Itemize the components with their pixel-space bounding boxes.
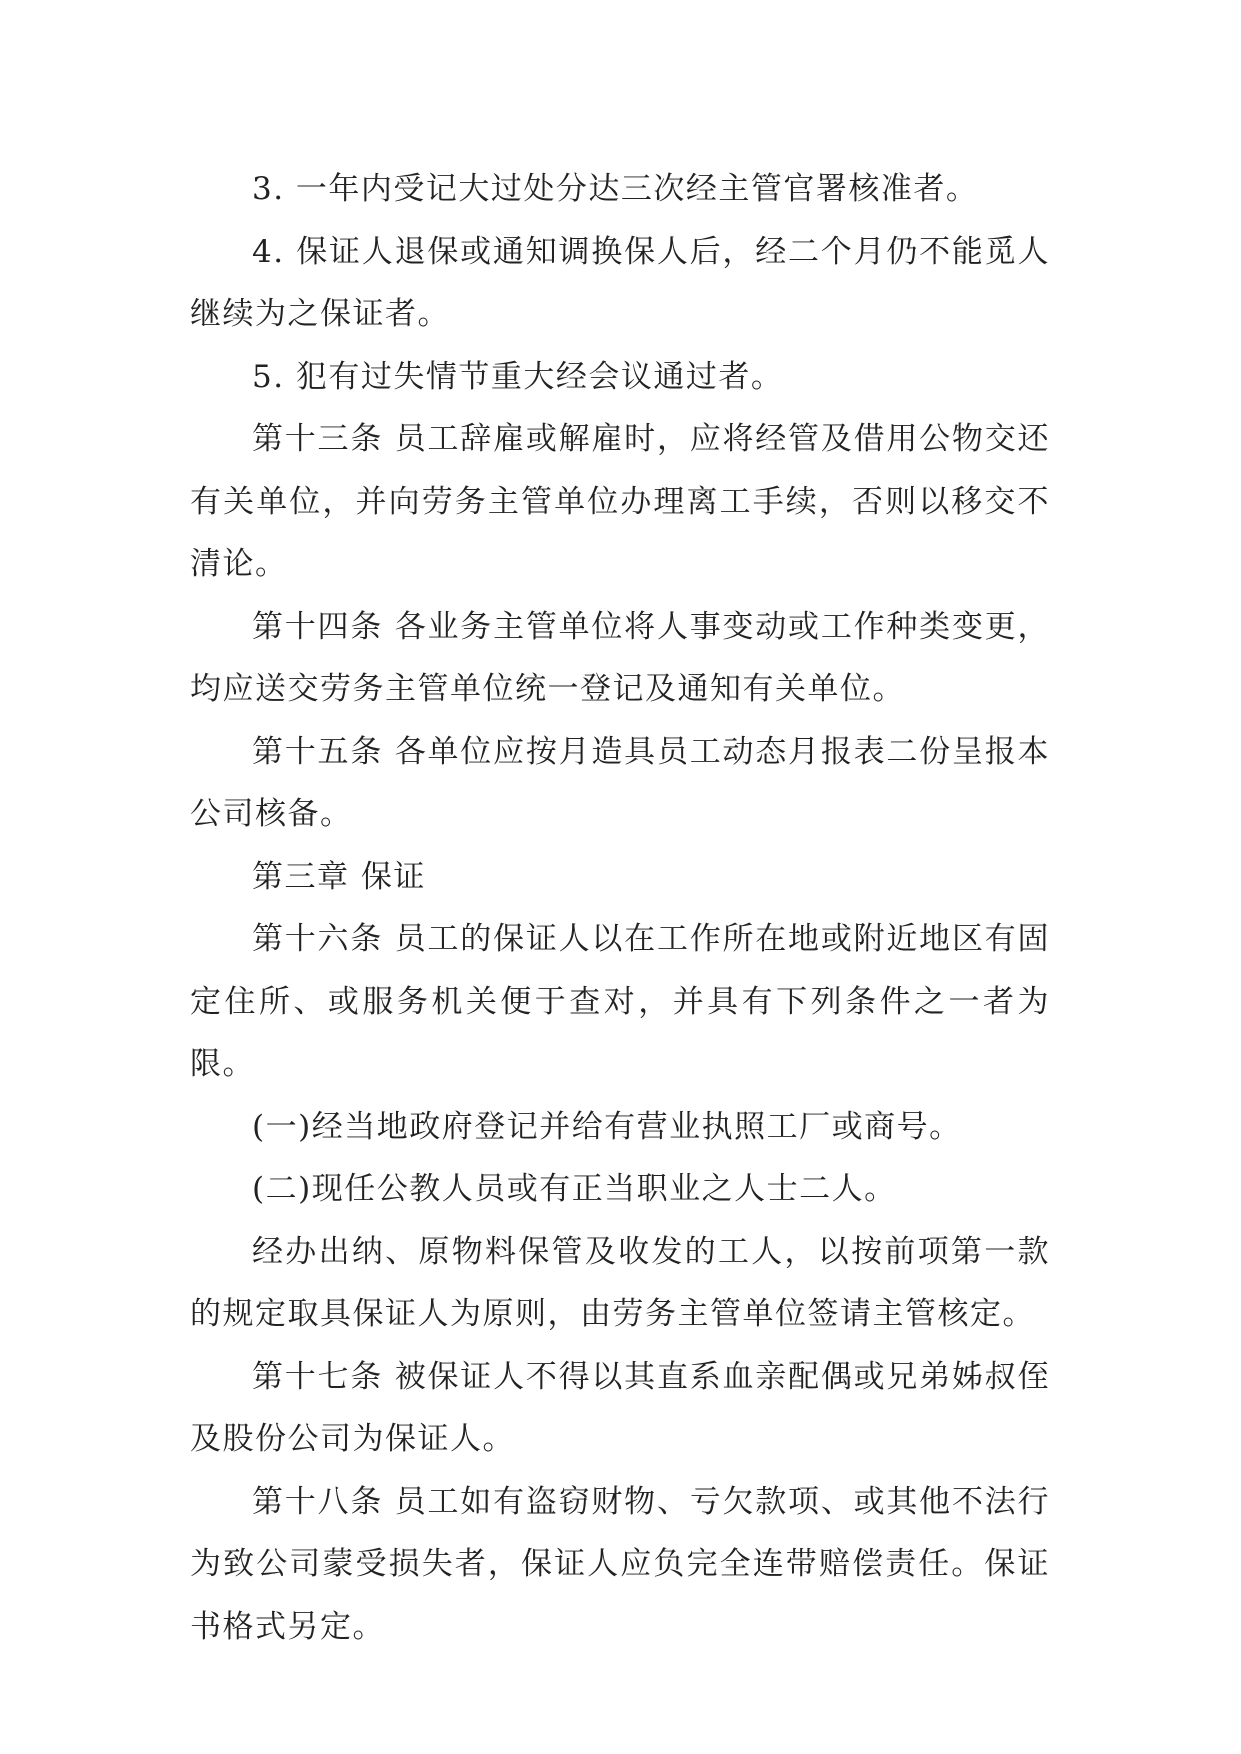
article-17: 第十七条 被保证人不得以其直系血亲配偶或兄弟姊叔侄及股份公司为保证人。 — [190, 1358, 1050, 1457]
article-16-note: 经办出纳、原物料保管及收发的工人，以按前项第一款的规定取具保证人为原则，由劳务主管单位签请主管核定。 — [190, 1233, 1050, 1332]
chapter-3-heading: 第三章 保证 — [252, 858, 426, 895]
document-body — [190, 158, 1050, 1658]
article-16-item-2: (二)现任公教人员或有正当职业之人士二人。 — [252, 1171, 897, 1207]
article-14: 第十四条 各业务主管单位将人事变动或工作种类变更，均应送交劳务主管单位统一登记及通知有关单位。 — [190, 608, 1050, 707]
article-16: 第十六条 员工的保证人以在工作所在地或附近地区有固定住所、或服务机关便于查对，并具有下列条件之一者为限。 — [190, 921, 1050, 1082]
clause-item-3: 3. 一年内受记大过处分达三次经主管官署核准者。 — [252, 171, 979, 207]
clause-item-4: 4. 保证人退保或通知调换保人后，经二个月仍不能觅人继续为之保证者。 — [190, 233, 1050, 332]
article-16-item-1: (一)经当地政府登记并给有营业执照工厂或商号。 — [252, 1108, 962, 1145]
article-15: 第十五条 各单位应按月造具员工动态月报表二份呈报本公司核备。 — [190, 733, 1050, 832]
article-13: 第十三条 员工辞雇或解雇时，应将经管及借用公物交还有关单位，并向劳务主管单位办理离工手续，否则以移交不清论。 — [190, 421, 1050, 582]
clause-item-5: 5. 犯有过失情节重大经会议通过者。 — [252, 358, 784, 395]
article-18: 第十八条 员工如有盗窃财物、亏欠款项、或其他不法行为致公司蒙受损失者，保证人应负完全连带赔偿责任。保证书格式另定。 — [190, 1483, 1050, 1645]
